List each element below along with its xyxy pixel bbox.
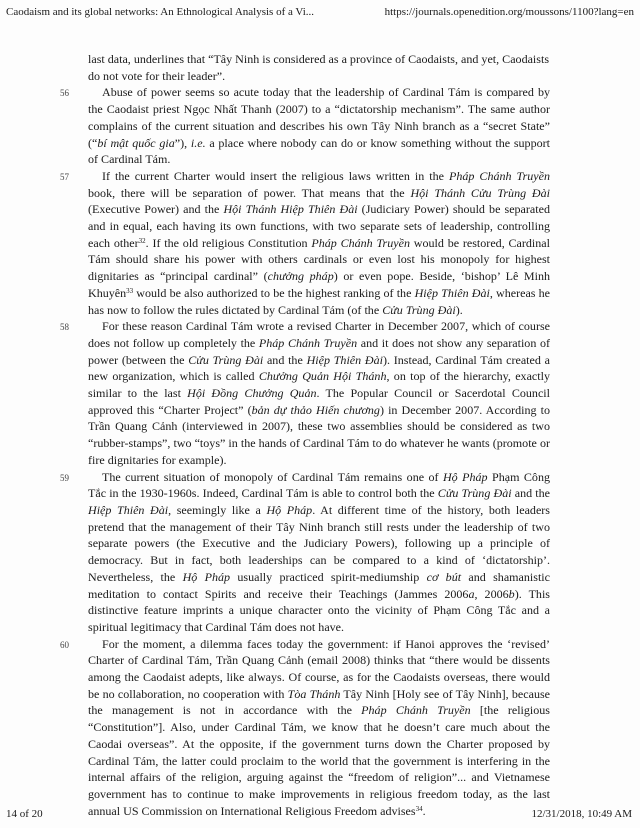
paragraph-text: For the moment, a dilemma faces today the government: if Hanoi approves the ‘revised’ Charter of Cardinal Tám, Trần Quang Cảnh (email 2008) thinks that “there would be dissents among the Caodaist adepts, like always. Of course, as for the Caodaists overseas, there would be no collaboration, no cooperation with Tòa Thánh Tây Ninh [Holy see of Tây Ninh], because the management is not in accordance with the Pháp Chánh Truyền [the religious “Constitution”]. Also, under Cardinal Tám, we know that he doesn’t care much about the Caodai overseas”. At the opposite, if the government turns down the Charter proposed by Cardinal Tám, the latter could proclaim to the world that the government is interfering in the internal affairs of the religion, arguing against the “freedom of religion”... and Vietnamese government has to continue to make improvements in religious freedom today, as the last annual US Commission on International Religious Freedom advises$^{34}$. bbox=[88, 636, 550, 818]
paragraph-number: 56 bbox=[60, 88, 69, 99]
paragraph bbox=[60, 636, 550, 820]
paragraph-text: Abuse of power seems so acute today that the leadership of Cardinal Tám is compared by the Caodaist priest Ngọc Nhất Thanh (2007) to a “dictatorship mechanism”. The same author complains of the current situation and describes his own Tây Ninh branch as a “secret State” (“bí mật quốc gia”), i.e. a place where nobody can do or know something without the support of Cardinal Tám. bbox=[88, 85, 550, 167]
paragraph-text: For these reason Cardinal Tám wrote a revised Charter in December 2007, which of course does not follow up completely the Pháp Chánh Truyền and it does not show any separation of power (between the Cửu Trùng Đài and the Hiệp Thiên Đài). Instead, Cardinal Tám created a new organization, which is called Chưởng Quản Hội Thánh, on top of the hierarchy, exactly similar to the last Hội Đồng Chưởng Quản. The Popular Council or Sacerdotal Council approved this “Charter Project” (bản dự thảo Hiến chương) in December 2007. According to Trần Quang Cảnh (interviewed in 2007), these two assemblies should be considered as two “rubber-stamps”, two “toys” in the hands of Cardinal Tám to do whatever he wants (promote or fire dignitaries for example). bbox=[88, 319, 551, 467]
paragraph-number: 58 bbox=[60, 322, 69, 333]
paragraph-text: If the current Charter would insert the religious laws written in the Pháp Chánh Truyền book, there will be separation of power. That means that the Hội Thánh Cửu Trùng Đài (Executive Power) and the Hội Thánh Hiệp Thiên Đài (Judiciary Power) should be separated and in equal, each having its own functions, with two separate sets of leadership, controlling each other$^{32}$. If the old religious Constitution Pháp Chánh Truyền would be restored, Cardinal Tám should share his power with others cardinals or even lost his monopoly for highest dignitaries as “principal cardinal” (chưởng pháp) or even pope. Beside, ‘bishop’ Lê Minh Khuyên$^{33}$ would be also authorized to be the highest ranking of the Hiệp Thiên Đài, whereas he has now to follow the rules dictated by Cardinal Tám (of the Cửu Trùng Đài). bbox=[88, 168, 551, 317]
paragraph bbox=[60, 84, 550, 168]
page-counter: 14 of 20 bbox=[6, 808, 43, 820]
article-body bbox=[60, 51, 551, 819]
paragraph bbox=[60, 168, 551, 318]
paragraph-number: 57 bbox=[60, 171, 69, 182]
page-header-title: Caodaism and its global networks: An Ethnological Analysis of a Vi... bbox=[6, 6, 315, 18]
page-header-url: https://journals.openedition.org/moussons/1100?lang=en bbox=[384, 6, 634, 18]
paragraph-list bbox=[60, 84, 551, 819]
paragraph-number: 60 bbox=[60, 639, 69, 650]
paragraph bbox=[60, 469, 550, 636]
print-datetime: 12/31/2018, 10:49 AM bbox=[531, 808, 632, 820]
paragraph-number: 59 bbox=[60, 472, 69, 483]
paragraph-text: The current situation of monopoly of Cardinal Tám remains one of Hộ Pháp Phạm Công Tắc in the 1930-1960s. Indeed, Cardinal Tám is able to control both the Cửu Trùng Đài and the Hiệp Thiên Đài, seemingly like a Hộ Pháp. At different time of the history, both leaders pretend that the management of their Tây Ninh branch still rests under the leadership of two separate powers (the Executive and the Judiciary Powers), following up a principle of democracy. But in fact, both leaderships can be compared to a kind of ‘dictatorship’. Nevertheless, the Hộ Pháp usually practiced spirit-mediumship cơ bút and shamanistic meditation to contact Spirits and receive their Teachings (Jammes 2006a, 2006b). This distinctive feature imprints a unique character onto the vicinity of Phạm Công Tắc and a spiritual legitimacy that Cardinal Tám does not have. bbox=[88, 469, 550, 634]
paragraph-continuation: last data, underlines that “Tây Ninh is considered as a province of Caodaists, and yet, Caodaists do not vote for their leader”. bbox=[88, 52, 550, 83]
paragraph bbox=[60, 318, 551, 468]
